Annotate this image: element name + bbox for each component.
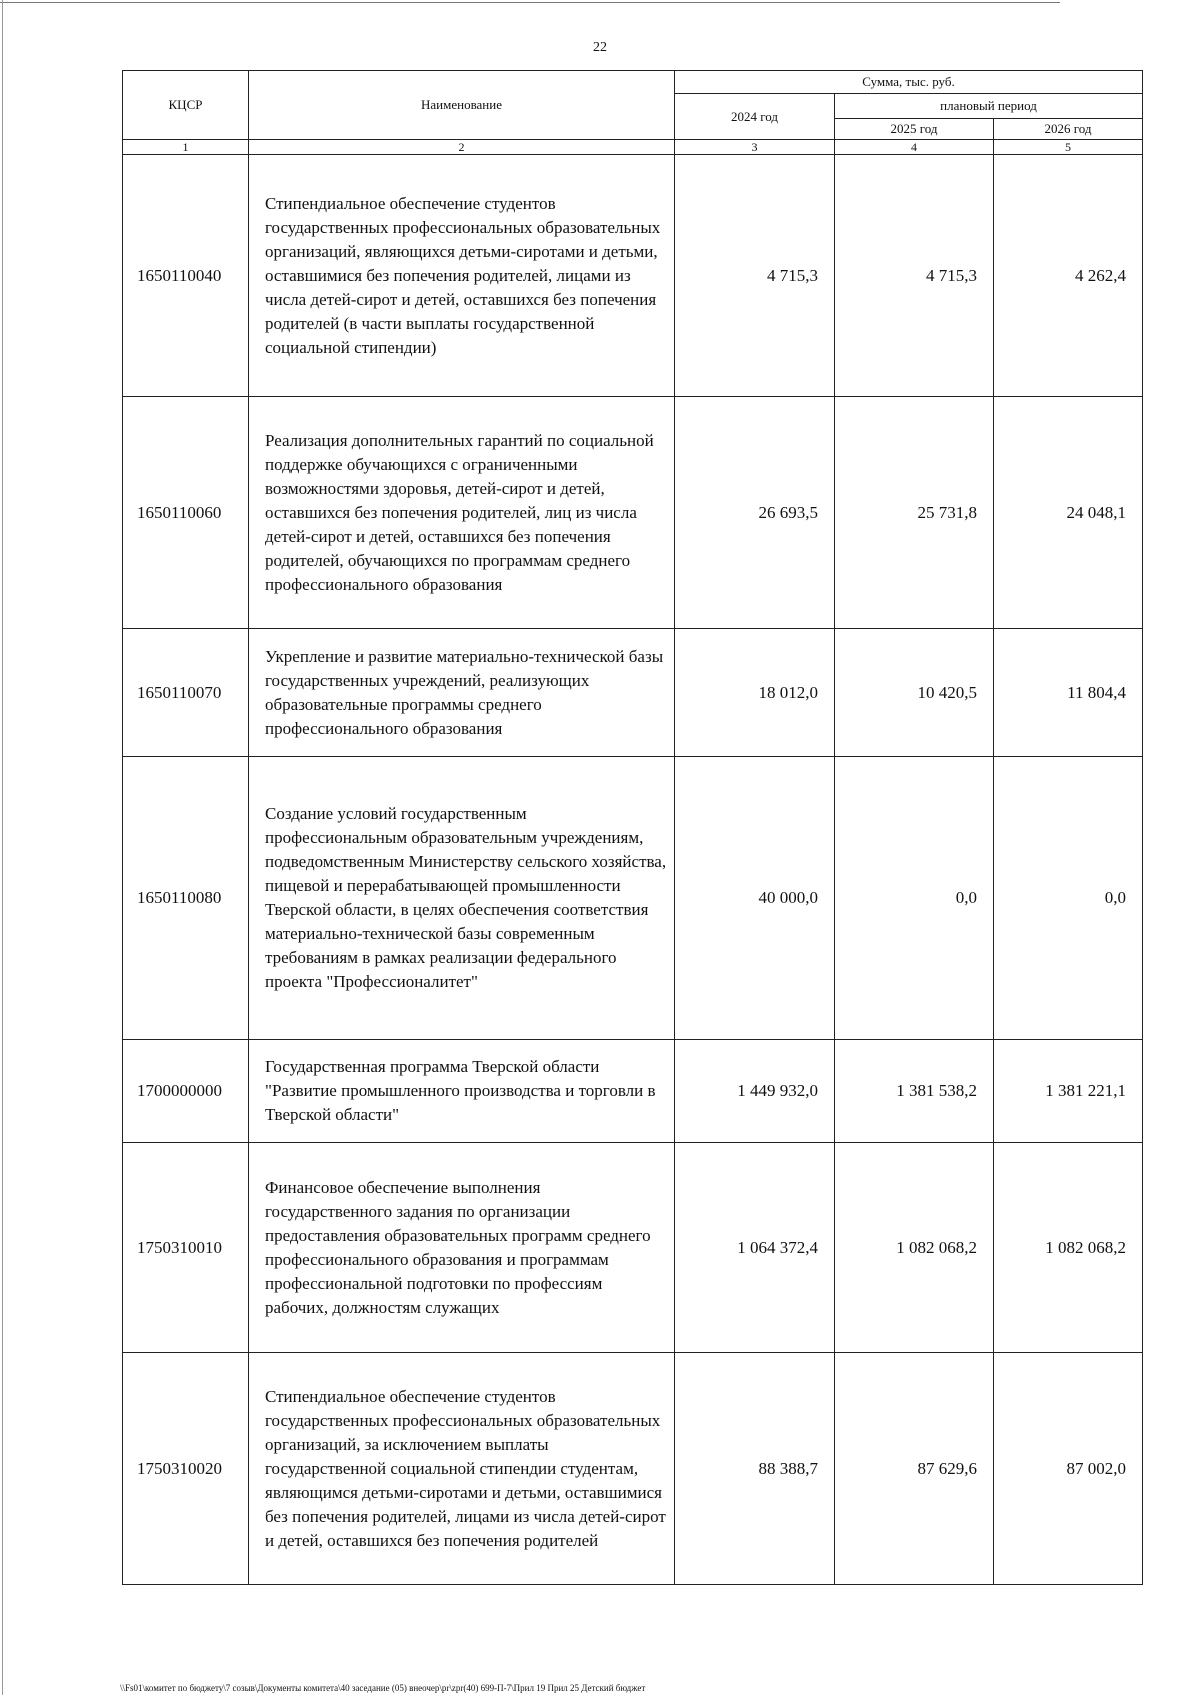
- row-name: Создание условий государственным профессиональным образовательным учреждениям, подведомственным Министерству сельского хозяйства, пищевой и перерабатывающей промышленности Тверской области, в целях обеспечения соответствия материально-технической базы современным требованиям в рамках реализации федерального проекта "Профессионалитет": [249, 757, 675, 1040]
- header-year-2024: 2024 год: [675, 94, 835, 140]
- scan-edge-top: [0, 2, 1060, 3]
- row-name: Укрепление и развитие материально-технической базы государственных учреждений, реализующих образовательные программы среднего профессионального образования: [249, 629, 675, 757]
- row-value-2025: 87 629,6: [835, 1353, 994, 1585]
- header-code: КЦСР: [123, 71, 249, 140]
- col-number-3: 3: [675, 140, 835, 155]
- table-row: [123, 155, 1143, 397]
- row-value-2026: 4 262,4: [994, 155, 1143, 397]
- row-value-2025: 4 715,3: [835, 155, 994, 397]
- row-value-2025: 25 731,8: [835, 397, 994, 629]
- header-sum: Сумма, тыс. руб.: [675, 71, 1143, 94]
- col-number-1: 1: [123, 140, 249, 155]
- row-value-2024: 18 012,0: [675, 629, 835, 757]
- row-name: Стипендиальное обеспечение студентов государственных профессиональных образовательных организаций, являющихся детьми-сиротами и детьми, оставшимися без попечения родителей, лицами из числа детей-сирот и детей, оставшихся без попечения родителей (в части выплаты государственной социальной стипендии): [249, 155, 675, 397]
- col-number-2: 2: [249, 140, 675, 155]
- row-value-2024: 40 000,0: [675, 757, 835, 1040]
- table-row: [123, 397, 1143, 629]
- row-code: 1700000000: [123, 1040, 249, 1143]
- header-year-2025: 2025 год: [835, 119, 994, 140]
- row-name: Государственная программа Тверской области "Развитие промышленного производства и торговли в Тверской области": [249, 1040, 675, 1143]
- footer-file-path: \\Fs01\комитет по бюджету\7 созыв\Документы комитета\40 заседание (05) внеочер\pr\zpr(40) 699-П-7\Прил 19 Прил 25 Детский бюджет: [120, 1683, 646, 1693]
- table-row: [123, 1143, 1143, 1353]
- row-value-2026: 0,0: [994, 757, 1143, 1040]
- row-value-2024: 1 064 372,4: [675, 1143, 835, 1353]
- row-code: 1650110060: [123, 397, 249, 629]
- row-code: 1750310020: [123, 1353, 249, 1585]
- row-value-2026: 11 804,4: [994, 629, 1143, 757]
- row-code: 1750310010: [123, 1143, 249, 1353]
- col-number-4: 4: [835, 140, 994, 155]
- row-value-2025: 1 381 538,2: [835, 1040, 994, 1143]
- row-name: Стипендиальное обеспечение студентов государственных профессиональных образовательных организаций, за исключением выплаты государственной социальной стипендии студентам, являющимся детьми-сиротами и детьми, оставшимися без попечения родителей, лицами из числа детей-сирот и детей, оставшихся без попечения родителей: [249, 1353, 675, 1585]
- budget-table: [122, 70, 1143, 1585]
- row-value-2024: 88 388,7: [675, 1353, 835, 1585]
- table-row: [123, 1040, 1143, 1143]
- row-name: Реализация дополнительных гарантий по социальной поддержке обучающихся с ограниченными возможностями здоровья, детей-сирот и детей, оставшихся без попечения родителей, лиц из числа детей-сирот и детей, оставшихся без попечения родителей, обучающихся по программам среднего профессионального образования: [249, 397, 675, 629]
- table-row: [123, 629, 1143, 757]
- row-value-2025: 0,0: [835, 757, 994, 1040]
- row-value-2026: 24 048,1: [994, 397, 1143, 629]
- header-planned-period: плановый период: [835, 94, 1143, 119]
- row-code: 1650110040: [123, 155, 249, 397]
- row-value-2024: 4 715,3: [675, 155, 835, 397]
- page-number: 22: [593, 40, 607, 55]
- row-value-2026: 87 002,0: [994, 1353, 1143, 1585]
- row-code: 1650110070: [123, 629, 249, 757]
- row-value-2025: 1 082 068,2: [835, 1143, 994, 1353]
- table-row: [123, 757, 1143, 1040]
- row-value-2024: 1 449 932,0: [675, 1040, 835, 1143]
- row-value-2024: 26 693,5: [675, 397, 835, 629]
- row-value-2026: 1 381 221,1: [994, 1040, 1143, 1143]
- header-year-2026: 2026 год: [994, 119, 1143, 140]
- table-row: [123, 1353, 1143, 1585]
- col-number-5: 5: [994, 140, 1143, 155]
- row-name: Финансовое обеспечение выполнения государственного задания по организации предоставления образовательных программ среднего профессионального образования и программам профессиональной подготовки по профессиям рабочих, должностям служащих: [249, 1143, 675, 1353]
- row-value-2025: 10 420,5: [835, 629, 994, 757]
- header-name: Наименование: [249, 71, 675, 140]
- row-value-2026: 1 082 068,2: [994, 1143, 1143, 1353]
- scan-edge-left: [2, 0, 3, 1695]
- row-code: 1650110080: [123, 757, 249, 1040]
